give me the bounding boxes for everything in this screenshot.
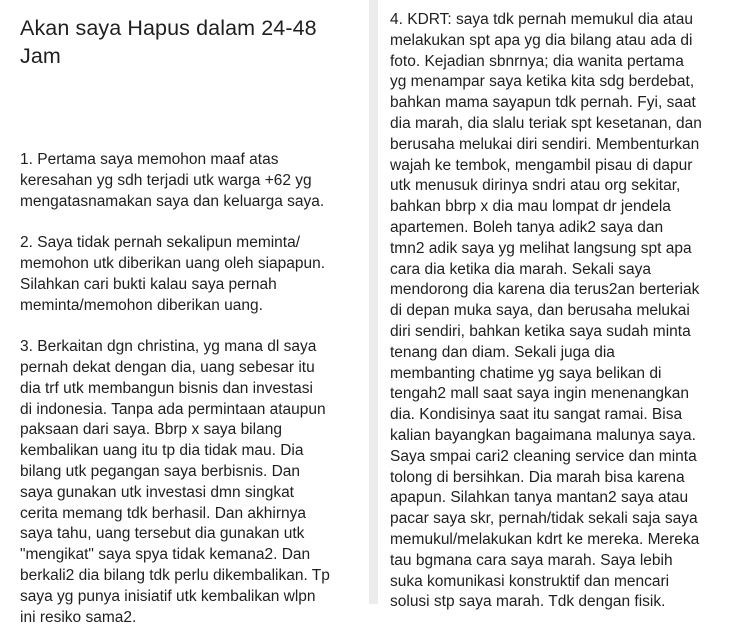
text-line: apartemen. Boleh tanya adik2 saya dan	[390, 218, 664, 236]
text-line: memohon utk diberikan uang oleh siapapun.	[20, 254, 326, 272]
text-line: tmn2 adik saya yg melihat langsung spt apa	[390, 239, 692, 257]
text-line: bahkan bbrp x dia mau lompat dr jendela	[390, 198, 671, 216]
text-line: pacar saya skr, pernah/tidak sekali saja saya	[390, 510, 698, 528]
text-line: memukul/melakukan kdrt ke mereka. Mereka	[390, 530, 700, 548]
paragraph-3	[20, 337, 369, 628]
title-line: Jam	[20, 44, 61, 68]
text-line: ini resiko sama2.	[20, 608, 137, 626]
text-line: melakukan spt apa yg dia bilang atau ada di	[390, 31, 693, 49]
text-line: bahkan mama sayapun tdk pernah. Fyi, saat	[390, 94, 696, 112]
text-line: 4. KDRT: saya tdk pernah memukul dia atau	[390, 11, 693, 28]
text-line: kembalikan uang itu tp dia tidak mau. Dia	[20, 442, 304, 460]
text-line: dia trf utk membangun bisnis dan investasi	[20, 379, 313, 397]
text-line: yg menampar saya ketika kita sdg berdebat,	[390, 73, 695, 91]
text-line: suka komunikasi konstruktif dan mencari	[390, 572, 670, 590]
text-line: mendorong dia karena dia terus2an berteriak	[390, 281, 700, 299]
text-line: wajah ke tembok, mengambil pisau di dapur	[390, 156, 693, 174]
text-line: membanting chatime yg saya belikan di	[390, 364, 662, 382]
text-line: "mengikat" saya spya tidak kemana2. Dan	[20, 546, 311, 564]
text-line: 1. Pertama saya memohon maaf atas	[20, 151, 279, 168]
page-title	[20, 14, 369, 70]
text-line: 2. Saya tidak pernah sekalipun meminta/	[20, 234, 301, 252]
text-line: saya yg punya inisiatif utk kembalikan wlpn	[20, 587, 316, 605]
left-column	[0, 0, 369, 626]
text-line: utk menusuk dirinya sndri atau org sekitar,	[390, 177, 681, 195]
text-line: meminta/memohon diberikan uang.	[20, 296, 263, 314]
text-line: berkali2 dia bilang tdk perlu dikembalikan. Tp	[20, 566, 330, 584]
text-line: dia marah, dia slalu teriak spt kesetanan, dan	[390, 114, 702, 132]
text-line: dia. Kondisinya saat itu sangat ramai. Bisa	[390, 406, 683, 424]
title-line: Akan saya Hapus dalam 24-48	[20, 16, 317, 40]
text-line: Silahkan cari bukti kalau saya pernah	[20, 275, 277, 293]
text-line: tolong di bersihkan. Dia marah bisa karena	[390, 468, 685, 486]
text-line: tau bgmana cara saya marah. Saya lebih	[390, 551, 673, 569]
paragraph-1	[20, 150, 369, 212]
text-line: bilang utk pegangan saya berbisnis. Dan	[20, 462, 301, 480]
text-line: paksaan dari saya. Bbrp x saya bilang	[20, 421, 282, 439]
text-line: diri sendiri, bahkan ketika saya sudah minta	[390, 322, 691, 340]
text-line: mengatasnamakan saya dan keluarga saya.	[20, 192, 325, 210]
text-line: saya gunakan utk investasi dmn singkat	[20, 483, 294, 501]
text-line: pernah dekat dengan dia, uang sebesar itu	[20, 358, 315, 376]
text-line: di indonesia. Tanpa ada permintaan ataupun	[20, 400, 326, 418]
text-line: saya tahu, uang tersebut dia gunakan utk	[20, 525, 305, 543]
text-line: di depan muka saya, dan berusaha melukai	[390, 302, 690, 320]
text-line: keresahan yg sdh terjadi utk warga +62 yg	[20, 171, 312, 189]
text-line: Saya smpai cari2 cleaning service dan minta	[390, 447, 697, 465]
paragraph-2	[20, 233, 369, 316]
text-line: cerita memang tdk berhasil. Dan akhirnya	[20, 504, 307, 522]
text-line: apapun. Silahkan tanya mantan2 saya atau	[390, 489, 689, 507]
right-column	[378, 0, 750, 611]
text-line: solusi stp saya marah. Tdk dengan fisik.	[390, 593, 666, 611]
text-line: foto. Kejadian sbnrnya; dia wanita pertama	[390, 52, 684, 70]
text-line: kalian bayangkan bagaimana malunya saya.	[390, 426, 696, 444]
text-line: 3. Berkaitan dgn christina, yg mana dl saya	[20, 338, 317, 356]
column-divider	[369, 0, 378, 604]
text-line: cara dia ketika dia marah. Sekali saya	[390, 260, 652, 278]
text-line: tengah2 mall saat saya ingin menenangkan	[390, 385, 690, 403]
text-line: tenang dan diam. Sekali juga dia	[390, 343, 615, 361]
text-line: berusaha melukai diri sendiri. Membenturkan	[390, 135, 700, 153]
